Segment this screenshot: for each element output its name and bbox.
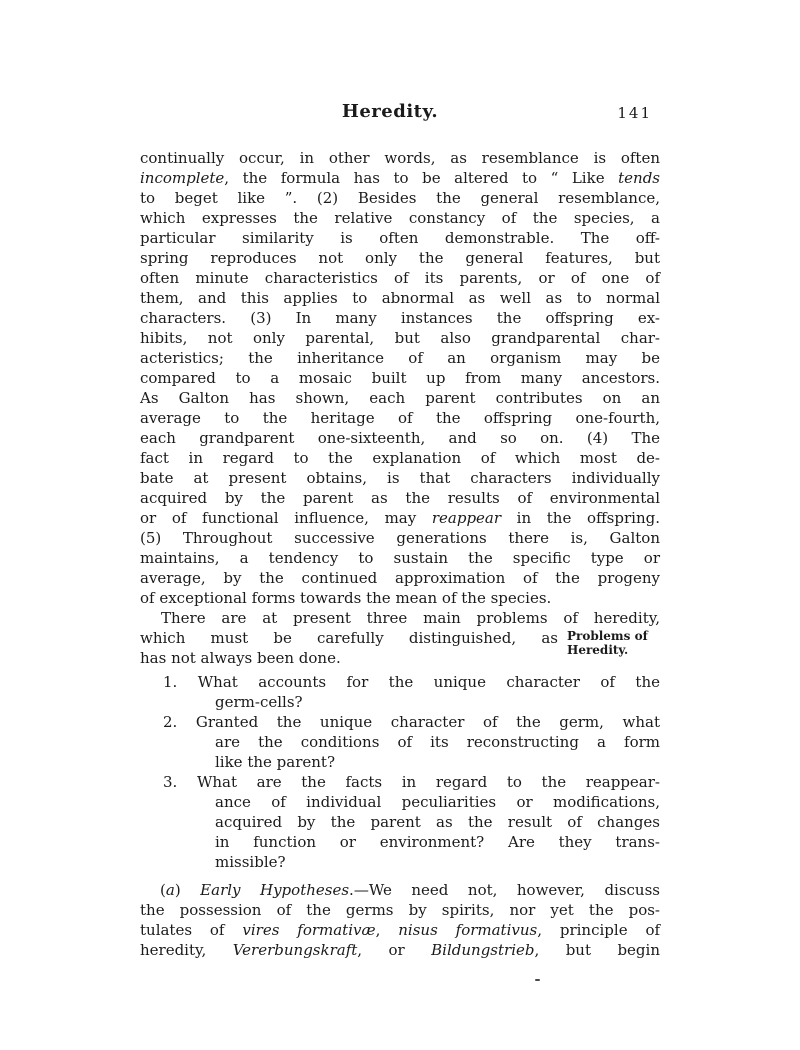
text-line: There are at present three main problems of heredity, — [161, 609, 660, 627]
text-line: tulates of vires formativæ, nisus formativus, principle of — [140, 921, 661, 939]
text-line: particular similarity is often demonstrable. The off- — [140, 229, 660, 247]
text-line: average to the heritage of the offspring one-fourth, — [140, 409, 660, 427]
text-line: 2. Granted the unique character of the germ, what — [163, 713, 660, 731]
text-line: acquired by the parent as the results of environmental — [140, 489, 660, 507]
text-line: of exceptional forms towards the mean of the species. — [140, 589, 552, 607]
text-line: incomplete, the formula has to be altered to “ Like tends — [140, 169, 660, 187]
text-line: continually occur, in other words, as resemblance is often — [140, 149, 660, 167]
text-line: which expresses the relative constancy of the species, a — [140, 209, 660, 227]
text-line: heredity, Vererbungskraft, or Bildungstrieb, but begin — [140, 941, 660, 959]
text-line: them, and this applies to abnormal as well as to normal — [140, 289, 660, 307]
text-line: acquired by the parent as the result of changes — [215, 813, 660, 831]
text-line: each grandparent one-sixteenth, and so on. (4) The — [140, 429, 660, 447]
text-line: in function or environment? Are they trans- — [215, 833, 660, 851]
text-line: 1. What accounts for the unique character of the — [163, 673, 660, 691]
margin-note-line: Heredity. — [567, 642, 629, 657]
page-number: 141 — [617, 104, 652, 122]
text-line: As Galton has shown, each parent contributes on an — [140, 389, 660, 407]
text-line: compared to a mosaic built up from many ancestors. — [140, 369, 660, 387]
margin-note — [567, 630, 667, 657]
page-header — [140, 101, 660, 127]
text-line: germ-cells? — [215, 693, 303, 711]
text-line: (5) Throughout successive generations there is, Galton — [140, 529, 660, 547]
text-line: characters. (3) In many instances the offspring ex- — [140, 309, 660, 327]
text-line: average, by the continued approximation of the progeny — [140, 569, 660, 587]
text-line: 3. What are the facts in regard to the reappear- — [163, 773, 660, 791]
text-line: spring reproduces not only the general features, but — [140, 249, 660, 267]
text-line: the possession of the germs by spirits, nor yet the pos- — [140, 901, 660, 919]
text-line: which must be carefully distinguished, as — [140, 629, 558, 647]
text-line: missible? — [215, 853, 286, 871]
text-line: acteristics; the inheritance of an organism may be — [140, 349, 660, 367]
text-line: fact in regard to the explanation of which most de- — [140, 449, 660, 467]
running-head-title: Heredity. — [341, 101, 439, 122]
text-line: hibits, not only parental, but also grandparental char- — [140, 329, 660, 347]
scan-speck — [535, 979, 540, 981]
body-text — [140, 148, 660, 960]
text-line: like the parent? — [215, 753, 335, 771]
text-line: ance of individual peculiarities or modifications, — [215, 793, 660, 811]
text-line: maintains, a tendency to sustain the specific type or — [140, 549, 660, 567]
text-line: bate at present obtains, is that characters individually — [140, 469, 660, 487]
text-line: to beget like ”. (2) Besides the general resemblance, — [140, 189, 660, 207]
text-line: often minute characteristics of its parents, or of one of — [140, 269, 660, 287]
margin-note-line: Problems of — [567, 629, 648, 643]
text-line: are the conditions of its reconstructing a form — [215, 733, 660, 751]
text-line: or of functional influence, may reappear in the offspring. — [140, 509, 660, 527]
text-line: (a) Early Hypotheses.—We need not, however, discuss — [160, 881, 660, 899]
text-line: has not always been done. — [140, 649, 341, 667]
